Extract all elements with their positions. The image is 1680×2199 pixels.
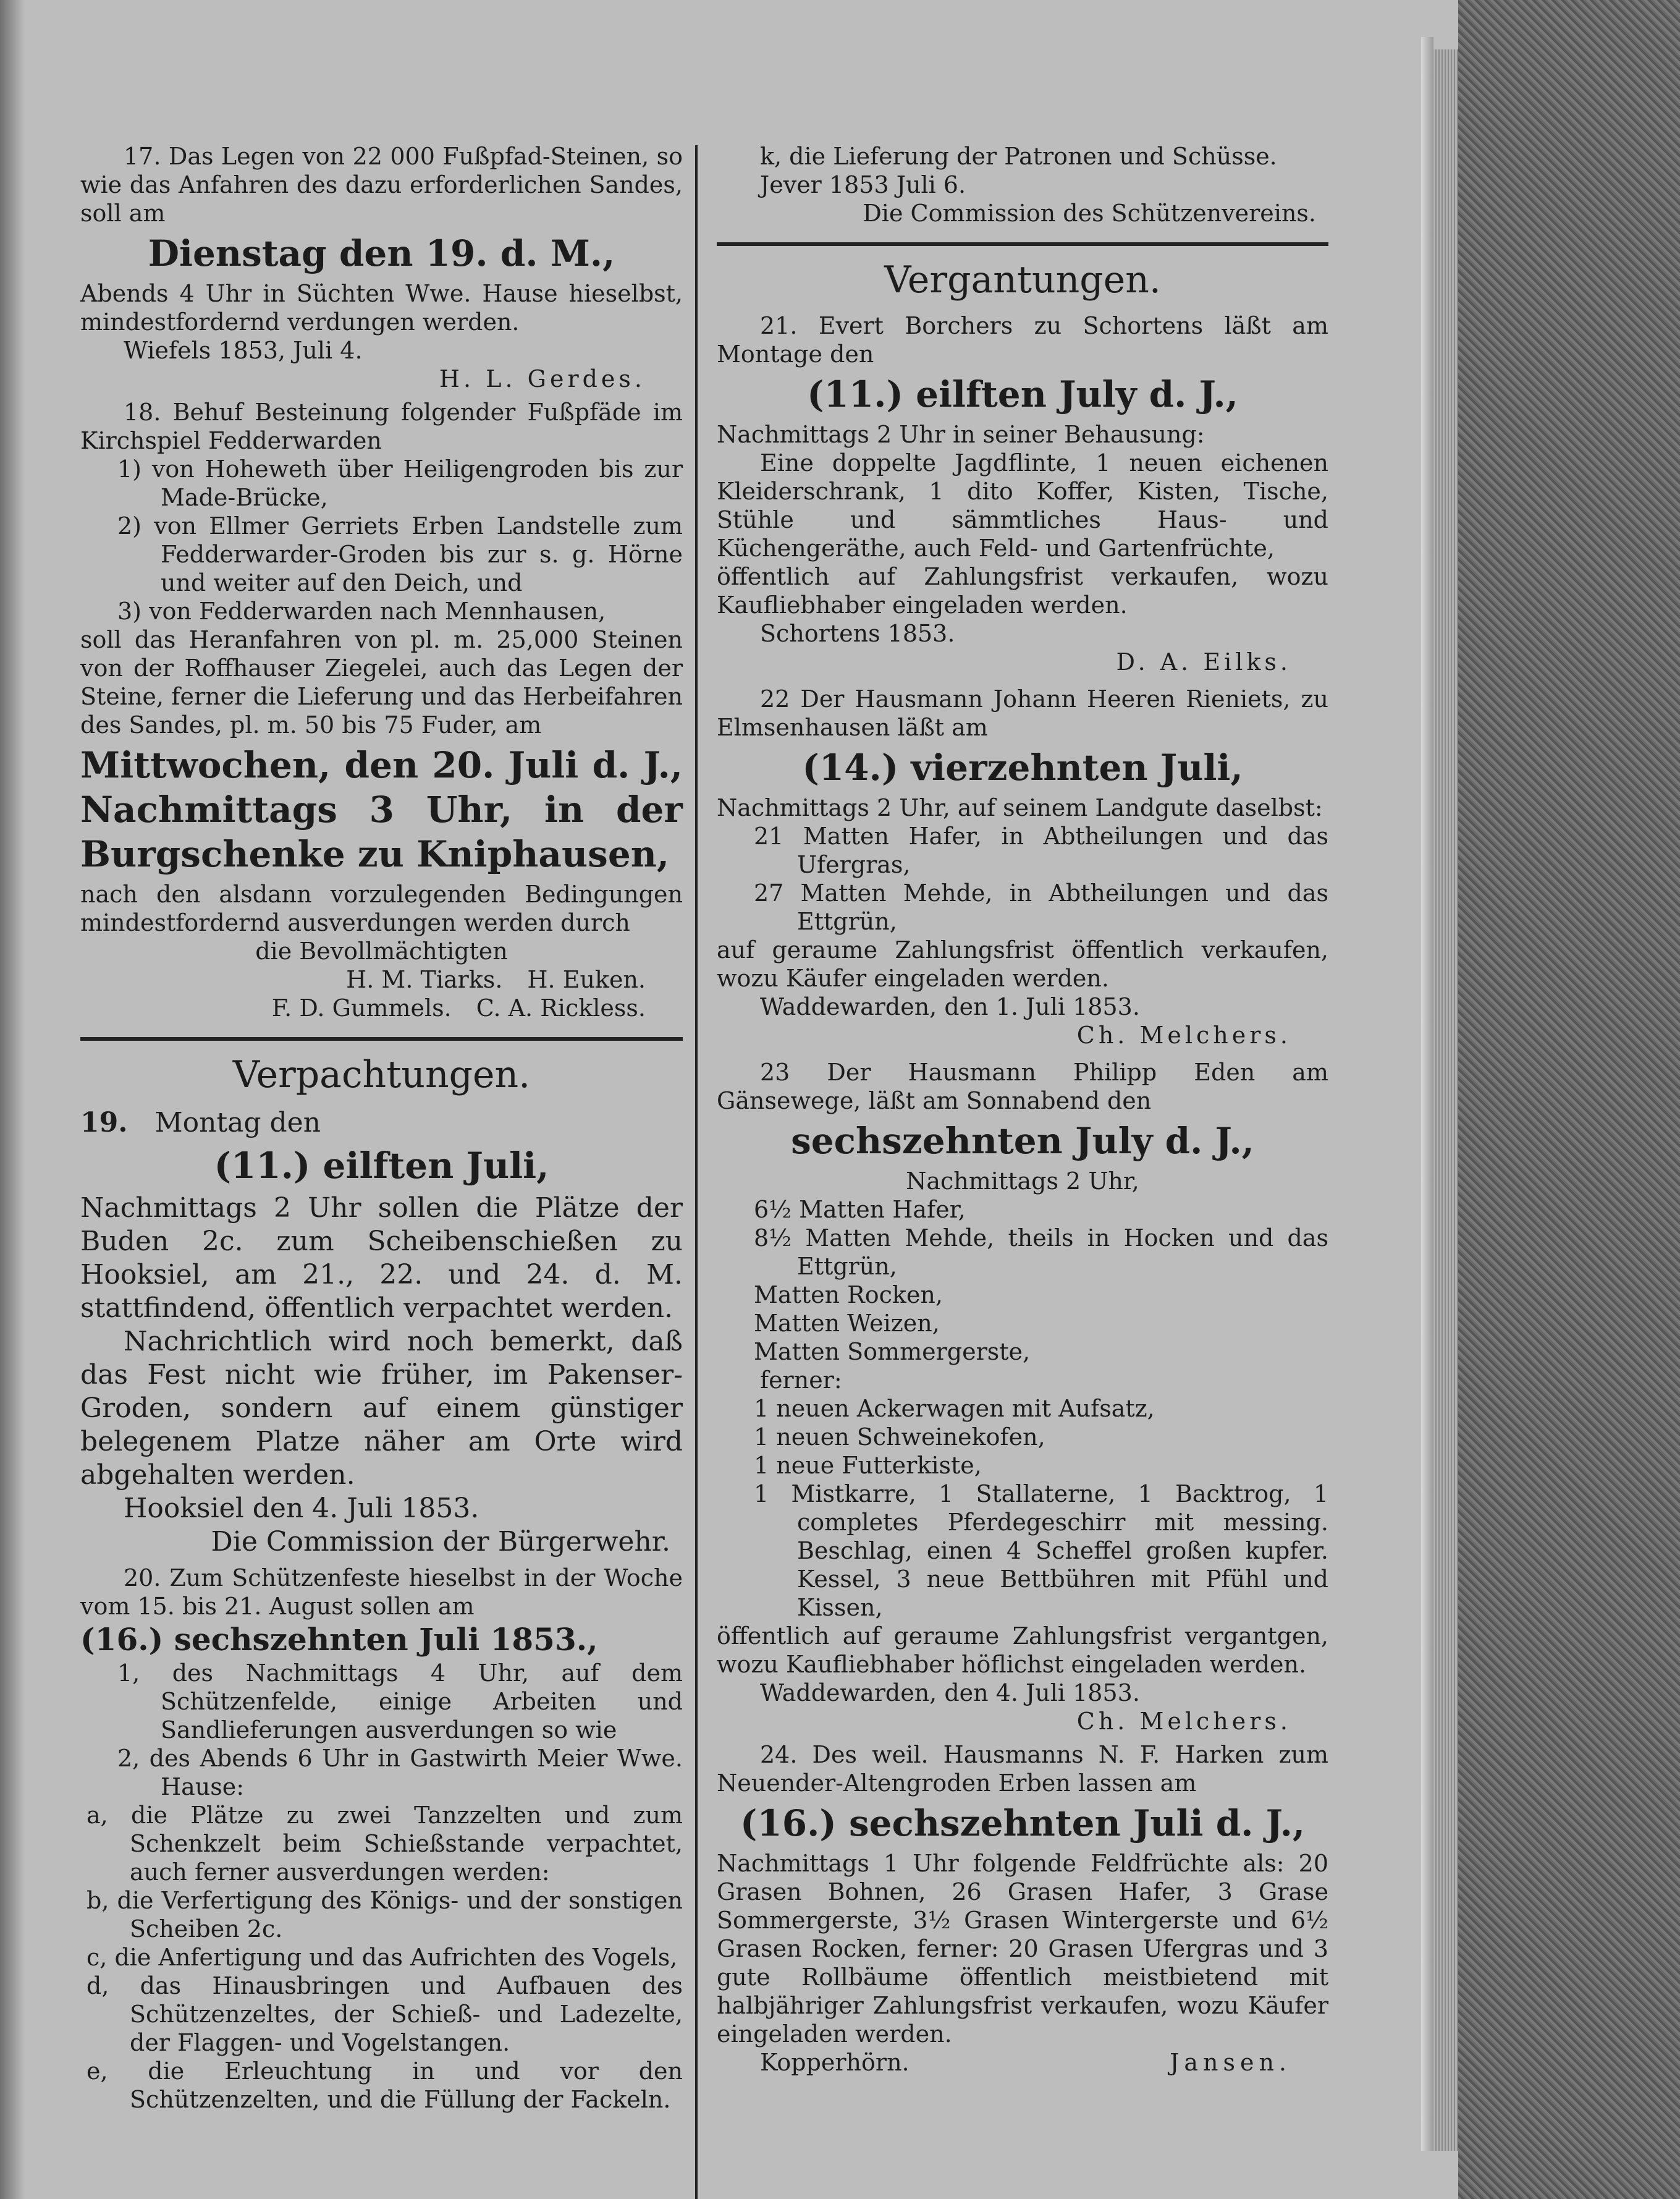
item23-intro: 23 Der Hausmann Philipp Eden am Gänsewege, läßt am Sonnabend den — [717, 1059, 1328, 1114]
item22-place-date: Waddewarden, den 1. Juli 1853. — [760, 993, 1140, 1020]
item20-point-e: e, die Erleuchtung in und vor den Schützenzelten, und die Füllung der Fackeln. — [87, 2057, 683, 2113]
item20-point-1: 1, des Nachmittags 4 Uhr, auf dem Schützenfelde, einige Arbeiten und Sandlieferungen ausverdungen so wie — [117, 1659, 683, 1744]
left-column — [80, 142, 683, 2114]
item18-route-3: 3) von Fedderwarden nach Mennhausen, — [117, 598, 606, 625]
section-rule — [717, 242, 1328, 246]
item20-point-a: a, die Plätze zu zwei Tanzzelten und zum Schenkzelt beim Schießstande verpachtet, auch ferner ausverdungen werden: — [87, 1802, 683, 1886]
item20-point-2: 2, des Abends 6 Uhr in Gastwirth Meier Wwe. Hause: — [117, 1745, 683, 1800]
item23-place-date: Waddewarden, den 4. Juli 1853. — [760, 1679, 1140, 1706]
signature: H. Euken. — [527, 966, 646, 993]
item24-body: Nachmittags 1 Uhr folgende Feldfrüchte als: 20 Grasen Bohnen, 26 Grasen Hafer, 3 Grase Sommergerste, 3½ Grasen Wintergerste und 6½ Grasen Rocken, ferner: 20 Grasen Ufergras und 3 gute Rollbäume öffentlich meistbietend mit halbjähriger Zahlungsfrist verkaufen, wozu Käufer eingeladen werden. — [717, 1850, 1328, 2048]
item23-goods-4: 1 Mistkarre, 1 Stallaterne, 1 Backtrog, 1 completes Pferdegeschirr mit messing. Beschlag, einen 4 Scheffel großen kupfer. Kessel, 3 neue Bettbühren mit Pfühl und Kissen, — [754, 1480, 1328, 1621]
item19-body: Nachmittags 2 Uhr sollen die Plätze der Buden 2c. zum Scheibenschießen zu Hooksiel, am 21., 22. und 24. d. M. stattfindend, öffentlich verpachtet werden. — [80, 1192, 683, 1324]
item24-place: Kopperhörn. — [760, 2049, 910, 2076]
item17-date-heading: Dienstag den 19. d. M., — [148, 232, 615, 274]
item23-time: Nachmittags 2 Uhr, — [906, 1167, 1139, 1195]
top-line-3: Die Commission des Schützenvereins. — [863, 200, 1316, 227]
item20-point-b: b, die Verfertigung des Königs- und der sonstigen Scheiben 2c. — [87, 1887, 683, 1943]
item17-signature: H. L. Gerdes. — [439, 365, 646, 392]
item23-field-2: 8½ Matten Mehde, theils in Hocken und das Ettgrün, — [754, 1224, 1328, 1280]
item23-signature: Ch. Melchers. — [1076, 1708, 1291, 1735]
item23-field-4: Matten Weizen, — [754, 1310, 940, 1337]
item21-place: Schortens 1853. — [760, 620, 955, 647]
item18-signatures-row2 — [80, 994, 683, 1022]
item18-tail: nach den alsdann vorzulegenden Bedingungen mindestfordernd ausverdungen werden durch — [80, 881, 683, 936]
item21-body2: Eine doppelte Jagdflinte, 1 neuen eichenen Kleiderschrank, 1 dito Koffer, Kisten, Tische, Stühle und sämmtliches Haus- und Küchengeräthe, auch Feld- und Gartenfrüchte, — [717, 449, 1328, 562]
page-edge — [1421, 37, 1433, 2151]
item23-goods-2: 1 neuen Schweinekofen, — [754, 1423, 1045, 1451]
item24-footer — [717, 2048, 1328, 2077]
item17-body: Abends 4 Uhr in Süchten Wwe. Hause hieselbst, mindestfordernd verdungen werden. — [80, 280, 683, 336]
item22-line-1: 21 Matten Hafer, in Abtheilungen und das Ufergras, — [754, 823, 1328, 878]
item18-intro: 18. Behuf Besteinung folgender Fußpfäde im Kirchspiel Fedderwarden — [80, 399, 683, 454]
item18-signatures-row1 — [80, 965, 683, 994]
item24-date-heading: (16.) sechszehnten Juli d. J., — [740, 1802, 1306, 1844]
book-cover-edge — [1458, 0, 1680, 2199]
item24-intro: 24. Des weil. Hausmanns N. F. Harken zum Neuender-Altengroden Erben lassen am — [717, 1741, 1328, 1797]
top-line-1: k, die Lieferung der Patronen und Schüsse. — [760, 143, 1277, 170]
item17-intro: 17. Das Legen von 22 000 Fußpfad-Steinen, so wie das Anfahren des dazu erforderlichen Sandes, soll am — [80, 143, 683, 227]
item21-signature: D. A. Eilks. — [1116, 648, 1291, 676]
section-heading-vergantungen: Vergantungen. — [884, 258, 1161, 302]
item18-body: soll das Heranfahren von pl. m. 25,000 Steinen von der Roffhauser Ziegelei, auch das Legen der Steine, ferner die Lieferung und das Herbeifahren des Sandes, pl. m. 50 bis 75 Fuder, am — [80, 626, 683, 739]
section-rule — [80, 1037, 683, 1041]
item19-number: 19. — [80, 1107, 128, 1138]
item23-date-heading: sechszehnten July d. J., — [791, 1120, 1254, 1162]
item23-ferner: ferner: — [760, 1366, 842, 1394]
item21-body1: Nachmittags 2 Uhr in seiner Behausung: — [717, 421, 1205, 448]
right-column — [717, 142, 1328, 2077]
item20-point-d: d, das Hinausbringen und Aufbauen des Schützenzeltes, der Schieß- und Ladezelte, der Flaggen- und Vogelstangen. — [87, 1972, 683, 2056]
item17-place-date: Wiefels 1853, Juli 4. — [124, 337, 363, 364]
signature: H. M. Tiarks. — [346, 966, 503, 993]
item18-route-1: 1) von Hoheweth über Heiligengroden bis zur Made-Brücke, — [117, 455, 683, 511]
item24-signature: Jansen. — [1170, 2049, 1291, 2076]
item23-body: öffentlich auf geraume Zahlungsfrist vergantgen, wozu Kaufliebhaber höflichst eingeladen werden. — [717, 1622, 1328, 1678]
item22-body1: Nachmittags 2 Uhr, auf seinem Landgute daselbst: — [717, 794, 1323, 821]
item19-place-date: Hooksiel den 4. Juli 1853. — [124, 1493, 479, 1524]
item19-day: Montag den — [154, 1107, 321, 1138]
top-line-2: Jever 1853 Juli 6. — [760, 171, 966, 198]
item22-body2: auf geraume Zahlungsfrist öffentlich verkaufen, wozu Käufer eingeladen werden. — [717, 936, 1328, 992]
page-fold-shadow — [0, 0, 25, 2199]
item21-body3: öffentlich auf Zahlungsfrist verkaufen, wozu Kaufliebhaber eingeladen werden. — [717, 563, 1328, 619]
item18-route-2: 2) von Ellmer Gerriets Erben Landstelle zum Fedderwarder-Groden bis zur s. g. Hörne und weiter auf den Deich, und — [117, 512, 683, 596]
item19-note: Nachrichtlich wird noch bemerkt, daß das Fest nicht wie früher, im Pakenser-Groden, sondern auf einem günstiger belegenem Platze näher am Orte wird abgehalten werden. — [80, 1326, 683, 1491]
signature: F. D. Gummels. — [271, 994, 452, 1022]
item18-bevollmaechtigten: die Bevollmächtigten — [255, 938, 508, 965]
item23-field-1: 6½ Matten Hafer, — [754, 1196, 966, 1223]
item22-line-2: 27 Matten Mehde, in Abtheilungen und das Ettgrün, — [754, 879, 1328, 935]
item20-intro: 20. Zum Schützenfeste hieselbst in der Woche vom 15. bis 21. August sollen am — [80, 1564, 683, 1620]
item23-field-3: Matten Rocken, — [754, 1281, 943, 1308]
column-divider — [695, 145, 698, 2199]
item20-date-heading: (16.) sechszehnten Juli 1853., — [80, 1621, 598, 1658]
item19-date-heading: (11.) eilften Juli, — [214, 1145, 549, 1187]
item21-intro: 21. Evert Borchers zu Schortens läßt am Montage den — [717, 312, 1328, 368]
section-heading-verpachtungen: Verpachtungen. — [232, 1053, 531, 1096]
item21-date-heading: (11.) eilften July d. J., — [807, 373, 1238, 415]
item18-date-heading: Mittwochen, den 20. Juli d. J., Nachmittags 3 Uhr, in der Burgschenke zu Kniphausen, — [80, 744, 683, 875]
item23-goods-1: 1 neuen Ackerwagen mit Aufsatz, — [754, 1395, 1155, 1422]
item23-goods-3: 1 neue Futterkiste, — [754, 1452, 982, 1479]
item19-signature: Die Commission der Bürgerwehr. — [211, 1526, 670, 1557]
item23-field-5: Matten Sommergerste, — [754, 1338, 1031, 1365]
page-stack-edge — [1433, 49, 1458, 2151]
item22-date-heading: (14.) vierzehnten Juli, — [802, 747, 1243, 789]
signature: C. A. Rickless. — [476, 994, 646, 1022]
item20-point-c: c, die Anfertigung und das Aufrichten des Vogels, — [87, 1944, 678, 1971]
item22-intro: 22 Der Hausmann Johann Heeren Rieniets, zu Elmsenhausen läßt am — [717, 685, 1328, 741]
item22-signature: Ch. Melchers. — [1076, 1022, 1291, 1049]
